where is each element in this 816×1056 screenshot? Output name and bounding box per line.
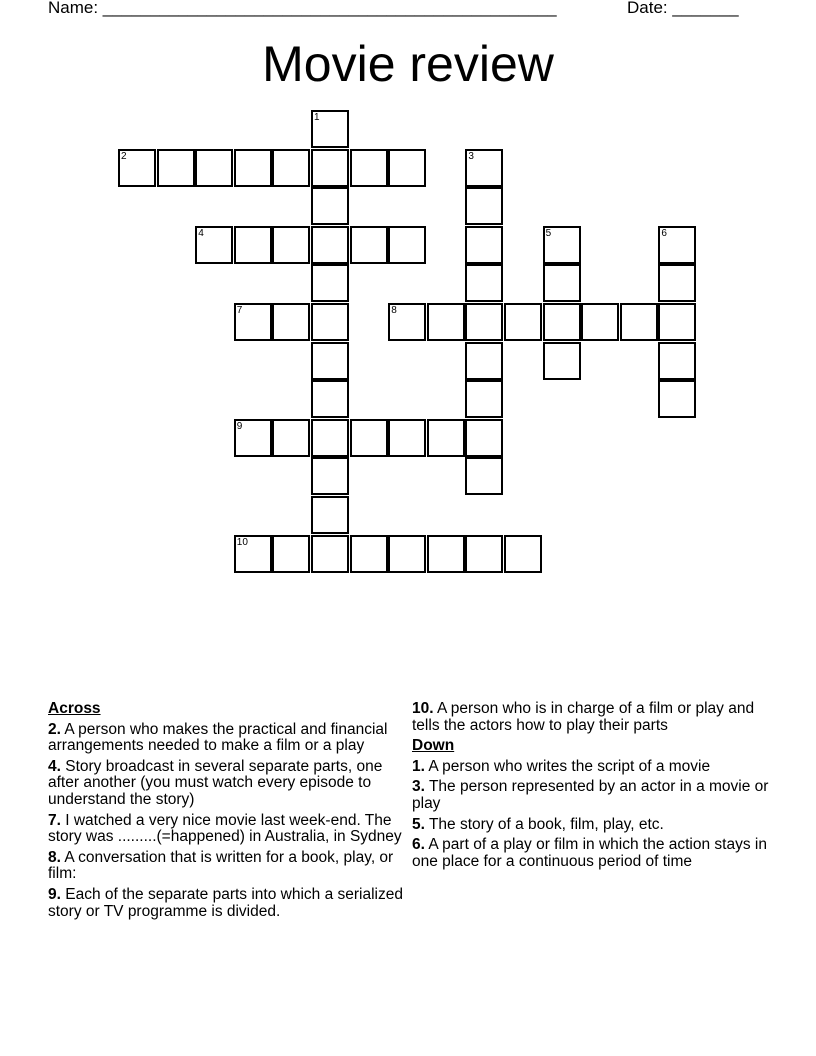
crossword-cell[interactable] (311, 264, 349, 302)
down-clue-6 (412, 837, 772, 870)
crossword-cell[interactable] (465, 226, 503, 264)
crossword-cell[interactable] (234, 226, 272, 264)
crossword-cell[interactable] (195, 149, 233, 187)
page-title: Movie review (262, 36, 554, 92)
clue-text: A conversation that is written for a book, play, or film: (48, 848, 394, 883)
crossword-cell[interactable] (658, 342, 696, 380)
clue-number: 8. (48, 848, 61, 866)
crossword-cell[interactable] (543, 303, 581, 341)
cell-number: 8 (391, 305, 397, 316)
crossword-cell[interactable] (465, 264, 503, 302)
crossword-cell[interactable] (543, 264, 581, 302)
crossword-cell[interactable] (465, 419, 503, 457)
clue-number: 6. (412, 836, 425, 854)
clue-text: Story broadcast in several separate parts, one after another (you must watch every episode to understand the story) (48, 757, 383, 808)
crossword-cell[interactable] (658, 380, 696, 418)
crossword-cell[interactable] (272, 535, 310, 573)
crossword-cell[interactable] (311, 110, 349, 148)
clue-number: 9. (48, 885, 61, 903)
crossword-cell[interactable] (465, 303, 503, 341)
crossword-cell[interactable] (311, 303, 349, 341)
cell-number: 6 (661, 227, 667, 239)
crossword-cell[interactable] (311, 342, 349, 380)
crossword-cell[interactable] (465, 149, 503, 187)
crossword-cell[interactable] (427, 419, 465, 457)
clue-text: The person represented by an actor in a movie or play (412, 778, 769, 812)
crossword-cell[interactable] (350, 149, 388, 187)
crossword-cell[interactable] (311, 187, 349, 225)
crossword-cell[interactable] (118, 149, 156, 187)
crossword-cell[interactable] (272, 226, 310, 264)
across-clue-7 (48, 813, 403, 846)
crossword-cell[interactable] (504, 303, 542, 341)
crossword-cell[interactable] (272, 419, 310, 457)
crossword-cell[interactable] (311, 380, 349, 418)
crossword-cell[interactable] (658, 226, 696, 264)
crossword-cell[interactable] (272, 303, 310, 341)
crossword-cell[interactable] (234, 303, 272, 341)
clue-text: A part of a play or film in which the action stays in one place for a continuous period of time (412, 836, 767, 870)
clue-text: A person who writes the script of a movie (428, 757, 711, 775)
crossword-cell[interactable] (157, 149, 195, 187)
across-clue-10 (412, 701, 772, 734)
clue-number: 5. (412, 815, 425, 833)
crossword-cell[interactable] (311, 457, 349, 495)
down-clue-3 (412, 779, 772, 812)
name-field-label[interactable]: Name: ________________________________________________ (48, 0, 557, 17)
clue-number: 7. (48, 811, 61, 829)
crossword-cell[interactable] (272, 149, 310, 187)
crossword-cell[interactable] (311, 535, 349, 573)
clue-number: 3. (412, 778, 425, 796)
crossword-cell[interactable] (195, 226, 233, 264)
cell-number: 4 (198, 227, 204, 239)
down-clue-1 (412, 759, 772, 776)
down-heading: Down (412, 737, 455, 755)
crossword-cell[interactable] (427, 535, 465, 573)
crossword-cell[interactable] (388, 303, 426, 341)
cell-number: 1 (314, 112, 320, 123)
clue-text: A person who makes the practical and financial arrangements needed to make a film or a play (48, 720, 388, 755)
crossword-cell[interactable] (350, 535, 388, 573)
crossword-cell[interactable] (311, 419, 349, 457)
across-heading: Across (48, 700, 101, 717)
clues-column-right (412, 701, 772, 874)
across-clue-9 (48, 887, 403, 920)
clue-text: I watched a very nice movie last week-end. The story was .........(=happened) in Australia, in Sydney (48, 811, 402, 846)
crossword-cell[interactable] (465, 342, 503, 380)
crossword-cell[interactable] (658, 303, 696, 341)
crossword-cell[interactable] (465, 187, 503, 225)
crossword-cell[interactable] (234, 419, 272, 457)
clue-text: Each of the separate parts into which a serialized story or TV programme is divided. (48, 885, 403, 920)
crossword-cell[interactable] (311, 149, 349, 187)
cell-number: 2 (121, 150, 127, 162)
crossword-cell[interactable] (234, 535, 272, 573)
crossword-cell[interactable] (350, 226, 388, 264)
crossword-cell[interactable] (465, 535, 503, 573)
crossword-cell[interactable] (465, 380, 503, 418)
crossword-cell[interactable] (388, 419, 426, 457)
cell-number: 3 (468, 150, 474, 162)
crossword-cell[interactable] (581, 303, 619, 341)
crossword-cell[interactable] (465, 457, 503, 495)
crossword-cell[interactable] (504, 535, 542, 573)
crossword-cell[interactable] (350, 419, 388, 457)
crossword-cell[interactable] (388, 535, 426, 573)
clues-column-left (48, 701, 403, 924)
across-clue-2 (48, 722, 403, 755)
across-clue-8 (48, 850, 403, 883)
clue-number: 1. (412, 757, 425, 775)
clue-text: A person who is in charge of a film or play and tells the actors how to play their parts (412, 700, 755, 734)
crossword-cell[interactable] (658, 264, 696, 302)
date-field-label[interactable]: Date: _______ (627, 0, 739, 17)
crossword-cell[interactable] (620, 303, 658, 341)
cell-number: 5 (545, 227, 552, 239)
cell-number: 10 (236, 536, 248, 548)
crossword-cell[interactable] (311, 496, 349, 534)
clue-number: 10. (412, 700, 434, 717)
crossword-cell[interactable] (543, 226, 581, 264)
cell-number: 9 (236, 420, 243, 432)
cell-number: 7 (236, 305, 243, 316)
crossword-cell[interactable] (543, 342, 581, 380)
across-clue-4 (48, 759, 403, 809)
clue-text: The story of a book, film, play, etc. (428, 815, 664, 833)
clue-number: 4. (48, 757, 61, 775)
crossword-cell[interactable] (388, 149, 426, 187)
crossword-cell[interactable] (388, 226, 426, 264)
crossword-cell[interactable] (234, 149, 272, 187)
clue-number: 2. (48, 720, 61, 738)
down-clue-5 (412, 817, 772, 834)
crossword-cell[interactable] (311, 226, 349, 264)
crossword-cell[interactable] (427, 303, 465, 341)
